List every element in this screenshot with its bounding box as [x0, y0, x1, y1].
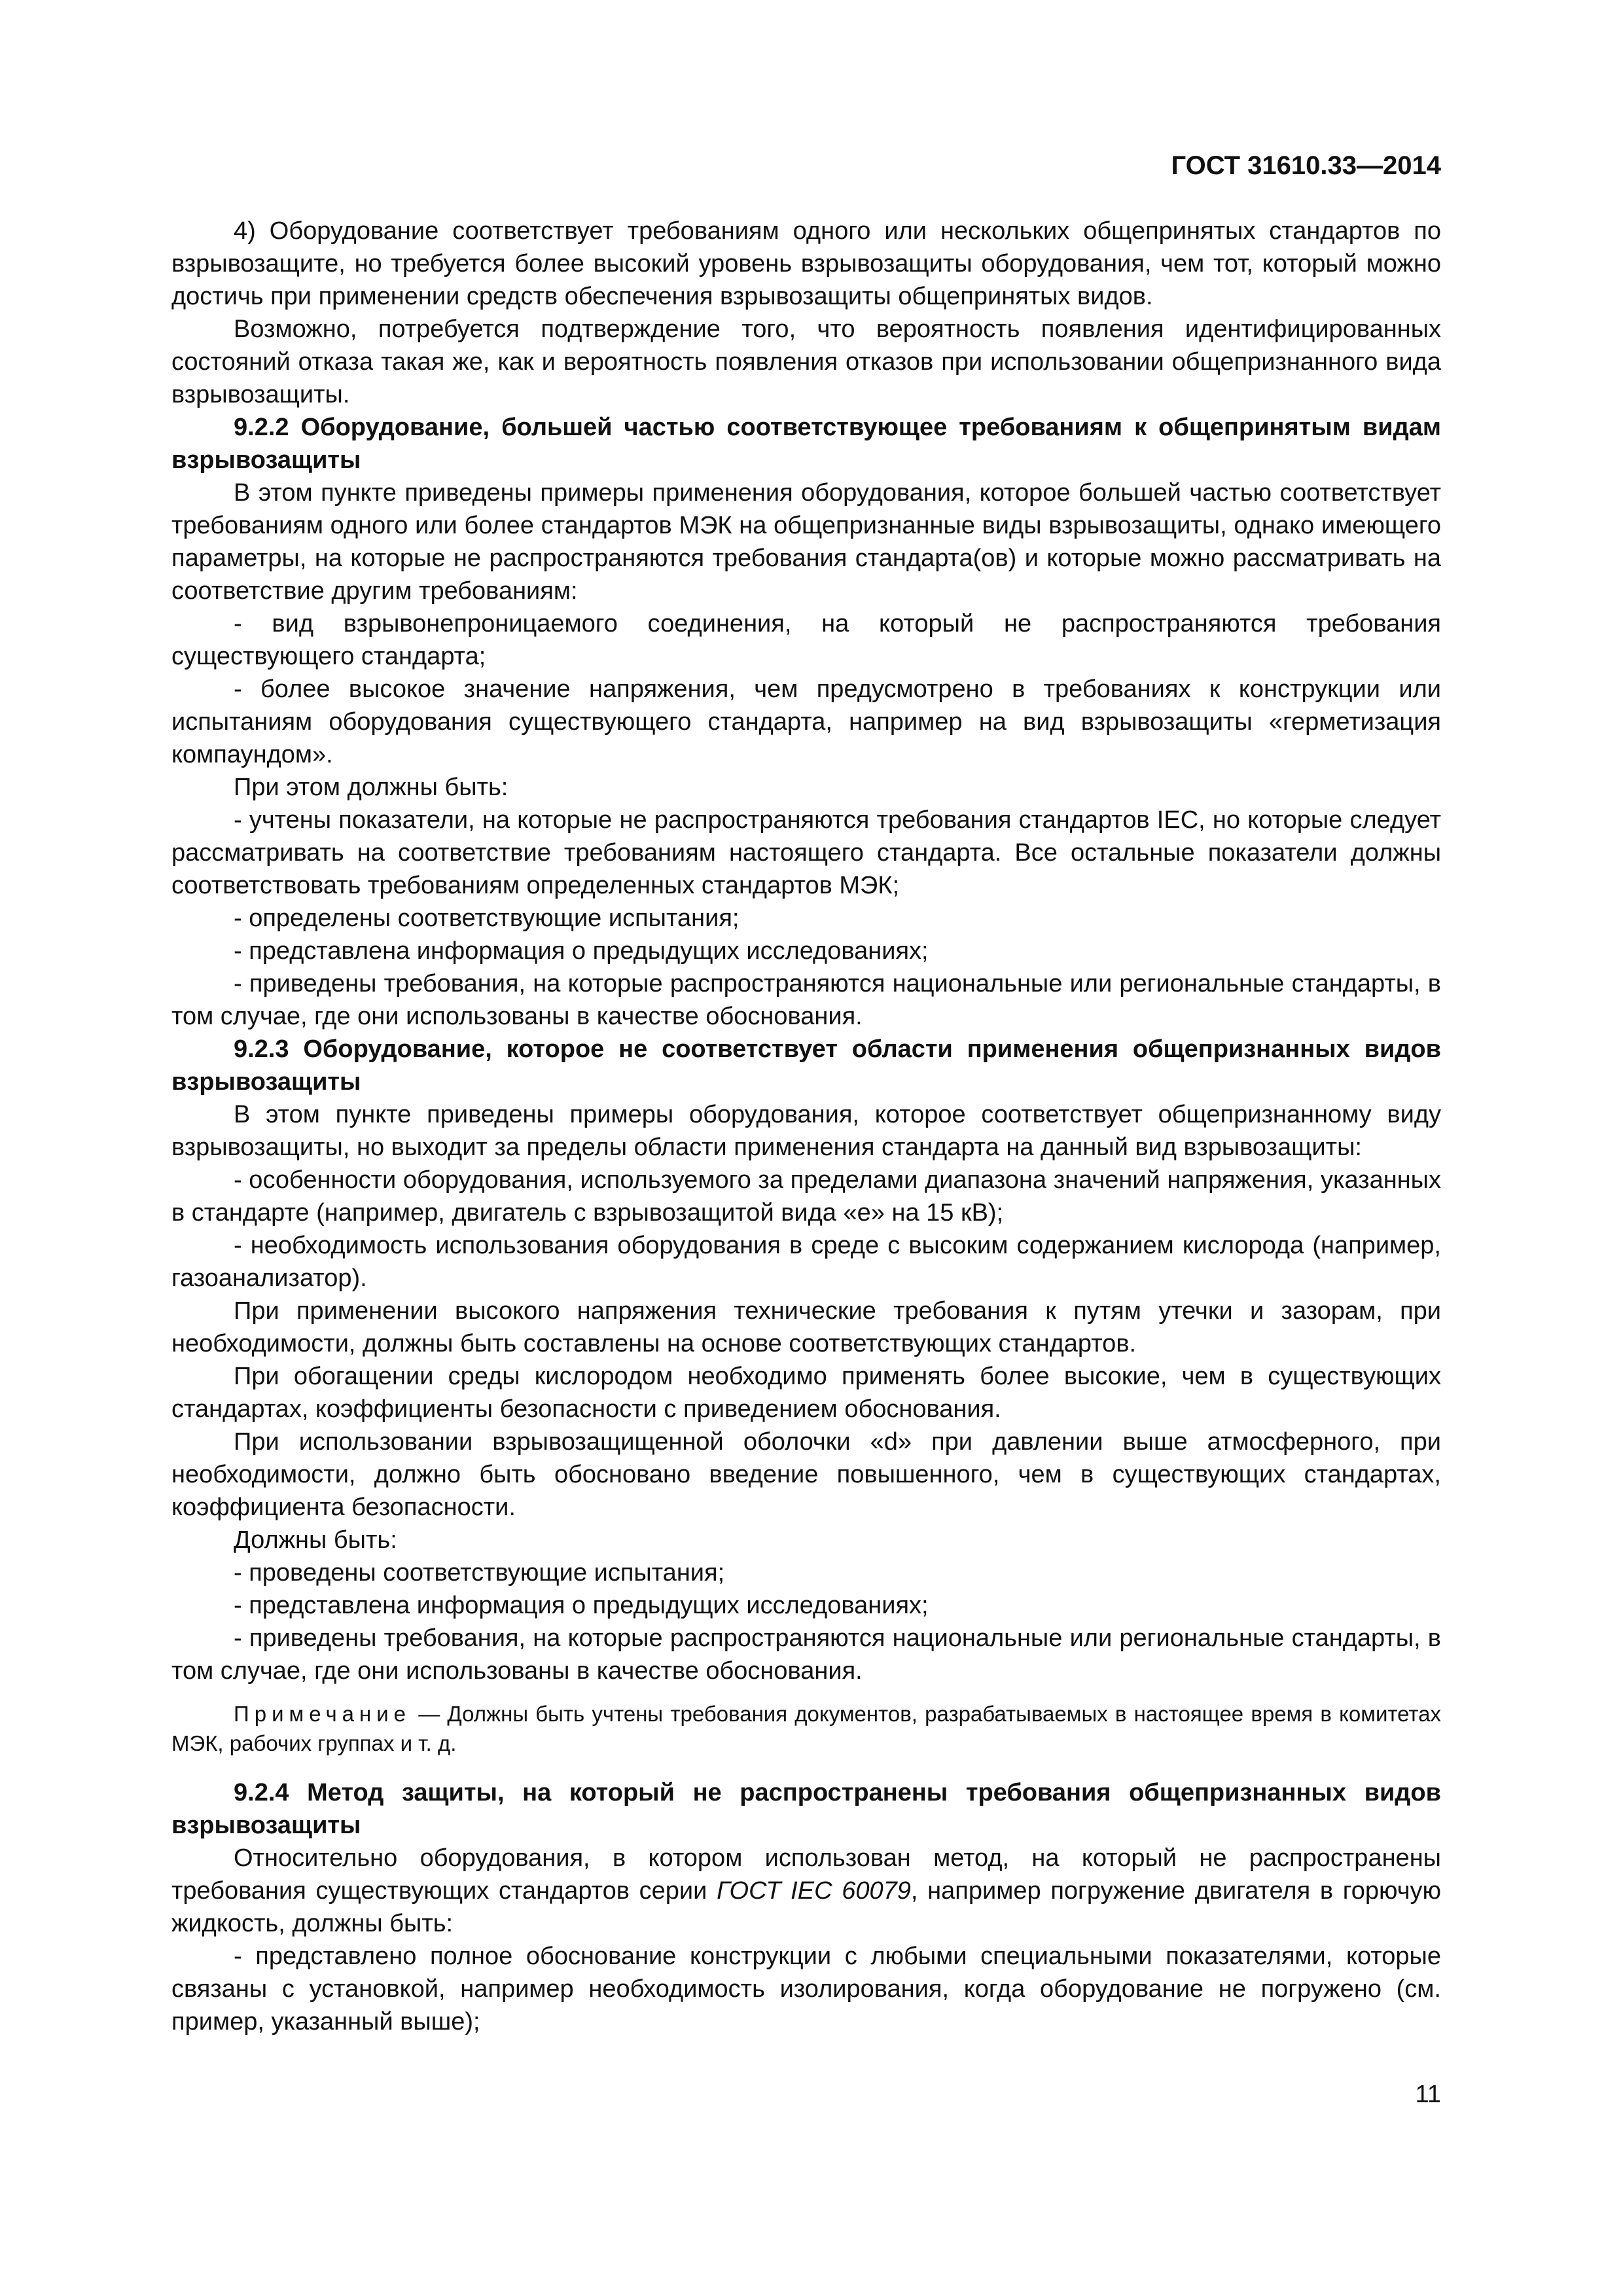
paragraph: Должны быть:: [234, 1526, 397, 1554]
note-text: — Должны быть учтены требования документов, разрабатываемых в настоящее время в комитетах МЭК, рабочих группах и т. д.: [171, 1702, 1441, 1755]
paragraph: При применении высокого напряжения технические требования к путям утечки и зазорам, при необходимости, должны быть составлены на основе соответствующих стандартов.: [171, 1297, 1441, 1357]
intro-text-after: , например погружение двигателя в горючую жидкость, должны быть:: [171, 1877, 1442, 1937]
paragraph-9-2-2-intro: В этом пункте приведены примеры применения оборудования, которое большей частью соответствует требованиям одного или более стандартов МЭК на общепризнанные виды взрывозащиты, однако имеющего параметры, на которые не распространяются требования стандарта(ов) и которые можно рассматривать на соответствие другим требованиям:: [171, 479, 1441, 605]
document-header: ГОСТ 31610.33—2014: [1171, 151, 1441, 180]
document-page: [171, 111, 1441, 2265]
list-item: - более высокое значение напряжения, чем предусмотрено в требованиях к конструкции или испытаниям оборудования существующего стандарта, например на вид взрывозащиты «герметизация компаундом».: [171, 675, 1441, 768]
section-heading-9-2-4: 9.2.4 Метод защиты, на который не распространены требования общепризнанных видов взрывозащиты: [171, 1779, 1441, 1839]
list-item: - представлена информация о предыдущих исследованиях;: [234, 937, 929, 965]
paragraph-9-2-3-intro: В этом пункте приведены примеры оборудования, которое соответствует общепризнанному виду взрывозащиты, но выходит за пределы области применения стандарта на данный вид взрывозащиты:: [171, 1101, 1441, 1161]
paragraph-item-4: 4) Оборудование соответствует требованиям одного или нескольких общепринятых стандартов по взрывозащите, но требуется более высокий уровень взрывозащиты оборудования, чем тот, который можно достичь при применении средств обеспечения взрывозащиты общепринятых видов.: [171, 217, 1441, 310]
paragraph-9-2-4-intro: [171, 1842, 1441, 1940]
list-item: - представлена информация о предыдущих исследованиях;: [234, 1592, 929, 1619]
note: [171, 1699, 1441, 1758]
standard-reference: ГОСТ IEC 60079: [717, 1877, 911, 1905]
intro-text-before: Относительно оборудования, в котором использован метод, на который не распространены требования существующих стандартов серии: [171, 1844, 1441, 1905]
list-item: - вид взрывонепроницаемого соединения, на который не распространяются требования существующего стандарта;: [171, 610, 1441, 670]
paragraph: При использовании взрывозащищенной оболочки «d» при давлении выше атмосферного, при необходимости, должно быть обосновано введение повышенного, чем в существующих стандартах, коэффициента безопасности.: [171, 1428, 1441, 1521]
paragraph-confirmation: Возможно, потребуется подтверждение того, что вероятность появления идентифицированных состояний отказа такая же, как и вероятность появления отказов при использовании общепризнанного вида взрывозащиты.: [171, 315, 1441, 408]
section-heading-9-2-3: 9.2.3 Оборудование, которое не соответствует области применения общепризнанных видов взрывозащиты: [171, 1035, 1441, 1096]
paragraph: При этом должны быть:: [234, 774, 508, 801]
list-item: - представлено полное обоснование конструкции с любыми специальными показателями, которые связаны с установкой, например необходимость изолирования, когда оборудование не погружено (см. пример, указанный выше);: [171, 1943, 1441, 2036]
paragraph: При обогащении среды кислородом необходимо применять более высокие, чем в существующих стандартах, коэффициенты безопасности с приведением обоснования.: [171, 1363, 1441, 1423]
list-item: - особенности оборудования, используемого за пределами диапазона значений напряжения, указанных в стандарте (например, двигатель с взрывозащитой вида «е» на 15 кВ);: [171, 1166, 1441, 1227]
page-number: 11: [1415, 2081, 1441, 2108]
list-item: - проведены соответствующие испытания;: [234, 1559, 725, 1587]
list-item: - приведены требования, на которые распространяются национальные или региональные стандарты, в том случае, где они использованы в качестве обоснования.: [171, 970, 1441, 1030]
list-item: - необходимость использования оборудования в среде с высоким содержанием кислорода (например, газоанализатор).: [171, 1232, 1441, 1292]
list-item: - учтены показатели, на которые не распространяются требования стандартов IEC, но которые следует рассматривать на соответствие требованиям настоящего стандарта. Все остальные показатели должны соответствовать требованиям определенных стандартов МЭК;: [171, 806, 1441, 899]
section-heading-9-2-2: 9.2.2 Оборудование, большей частью соответствующее требованиям к общепринятым видам взрывозащиты: [171, 414, 1441, 474]
list-item: - приведены требования, на которые распространяются национальные или региональные стандарты, в том случае, где они использованы в качестве обоснования.: [171, 1624, 1441, 1685]
note-label: Примечание: [234, 1702, 412, 1726]
list-item: - определены соответствующие испытания;: [234, 905, 740, 932]
